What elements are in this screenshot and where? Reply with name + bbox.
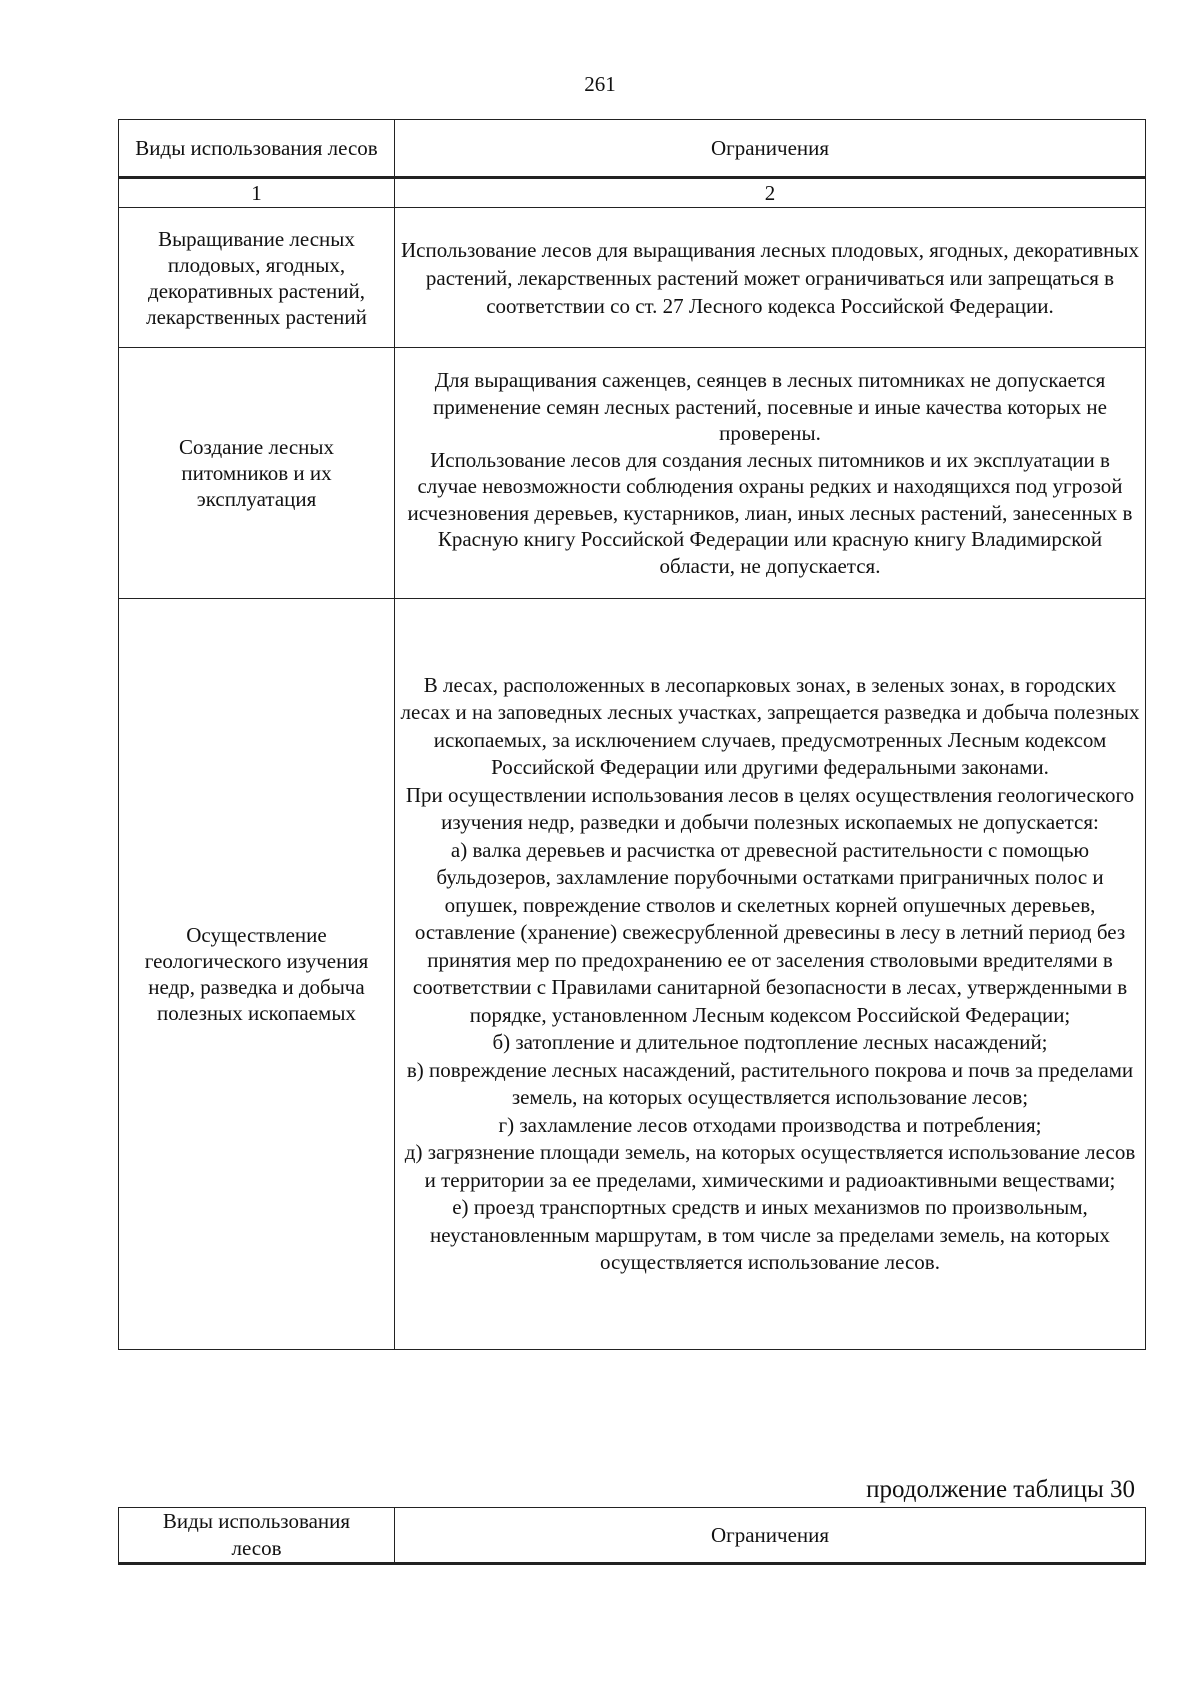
header-forest-use-types: Виды использования лесов <box>119 1508 395 1564</box>
restrictions-cell <box>395 599 1146 1350</box>
restrictions-cell <box>395 208 1146 348</box>
header-forest-use-types: Виды использования лесов <box>119 120 395 178</box>
table-continuation-caption: продолжение таблицы 30 <box>866 1476 1135 1503</box>
forest-use-type-cell: Выращивание лесных плодовых, ягодных, декоративных растений, лекарственных растений <box>119 208 395 348</box>
restriction-paragraph: Использование лесов для выращивания лесных плодовых, ягодных, декоративных растений, лекарственных растений может ограничиваться или запрещаться в соответствии со ст. 27 Лесного кодекса Российской Федерации. <box>401 237 1140 318</box>
restriction-paragraph: При осуществлении использования лесов в целях осуществления геологического изучения недр, разведки и добычи полезных ископаемых не допускается: <box>405 782 1135 834</box>
table-row <box>119 208 1146 348</box>
table-header-row <box>119 120 1146 178</box>
restriction-paragraph: Для выращивания саженцев, сеянцев в лесных питомниках не допускается применение семян лесных растений, посевные и иные качества которых не проверены. <box>433 368 1107 445</box>
column-number-1: 1 <box>119 178 395 208</box>
column-number-2: 2 <box>395 178 1146 208</box>
restrictions-cell <box>395 348 1146 599</box>
restriction-paragraph: Использование лесов для создания лесных питомников и их эксплуатации в случае невозможности соблюдения охраны редких и находящихся под угрозой исчезновения деревьев, кустарников, лиан, иных лесных растений, занесенных в Красную книгу Российской Федерации или красную книгу Владимирской области, не допускается. <box>407 447 1133 578</box>
restriction-paragraph: б) затопление и длительное подтопление лесных насаждений; <box>492 1030 1048 1054</box>
continued-table-header <box>118 1507 1146 1565</box>
table-row <box>119 599 1146 1350</box>
table-header-row <box>119 1508 1146 1564</box>
restriction-paragraph: в) повреждение лесных насаждений, растительного покрова и почв за пределами земель, на которых осуществляется использование лесов; <box>406 1057 1134 1109</box>
table-row <box>119 348 1146 599</box>
forest-use-type-cell: Создание лесных питомников и их эксплуатация <box>119 348 395 599</box>
restriction-paragraph: г) захламление лесов отходами производства и потребления; <box>498 1112 1042 1137</box>
forest-use-type-cell: Осуществление геологического изучения недр, разведка и добыча полезных ископаемых <box>119 599 395 1350</box>
restriction-paragraph: д) загрязнение площади земель, на которых осуществляется использование лесов и территории за ее пределами, химическими и радиоактивными веществами; <box>404 1140 1136 1192</box>
restriction-paragraph: е) проезд транспортных средств и иных механизмов по произвольным, неустановленным маршрутам, в том числе за пределами земель, на которых осуществляется использование лесов. <box>430 1195 1110 1274</box>
restriction-paragraph: а) валка деревьев и расчистка от древесной растительности с помощью бульдозеров, захламление порубочными остатками приграничных полос и опушек, повреждение стволов и скелетных корней опушечных деревьев, оставление (хранение) свежесрубленной древесины в лесу в летний период без принятия мер по предохранению ее от заселения стволовыми вредителями в соответствии с Правилами санитарной безопасности в лесах, утвержденными в порядке, установленном Лесным кодексом Российской Федерации; <box>412 837 1128 1027</box>
restriction-paragraph: В лесах, расположенных в лесопарковых зонах, в зеленых зонах, в городских лесах и на заповедных лесных участках, запрещается разведка и добыча полезных ископаемых, за исключением случаев, предусмотренных Лесным кодексом Российской Федерации или другими федеральными законами. <box>400 672 1140 779</box>
header-restrictions: Ограничения <box>395 120 1146 178</box>
forest-use-restrictions-table <box>118 119 1146 1350</box>
column-number-row <box>119 178 1146 208</box>
header-restrictions: Ограничения <box>395 1508 1146 1564</box>
page-number: 261 <box>584 72 616 96</box>
